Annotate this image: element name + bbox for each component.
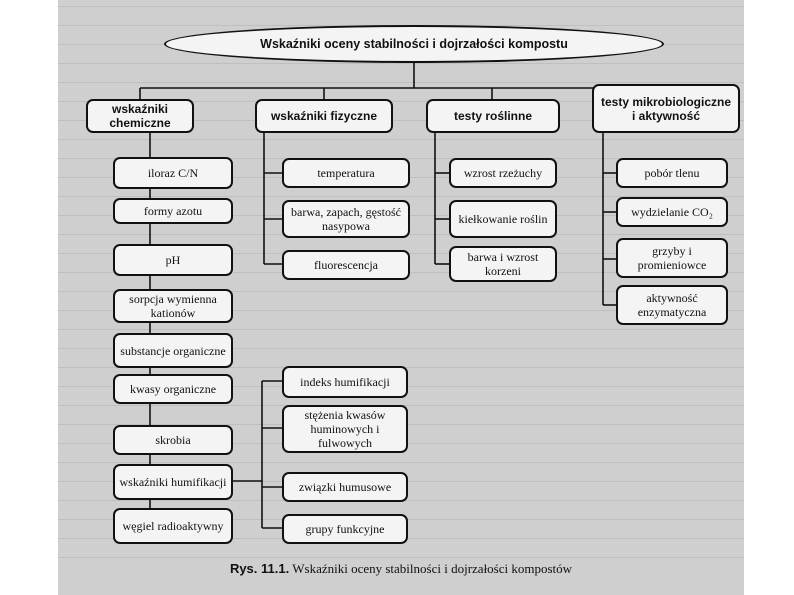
item-label: skrobia [155,433,191,447]
physical-item [282,158,410,188]
microbio-item [616,285,728,325]
chemical-item [113,508,233,544]
item-label: kiełkowanie roślin [458,212,548,226]
category-chemical-label: wskaźniki chemiczne [109,102,171,130]
physical-item [282,200,410,238]
item-label: grupy funkcyjne [305,522,385,536]
category-physical [255,99,393,133]
item-label: sorpcja wymienna kationów [129,292,217,320]
caption-text: Wskaźniki oceny stabilności i dojrzałości kompostów [292,561,573,576]
item-label: pobór tlenu [644,166,700,180]
microbio-item [616,238,728,278]
book-page [58,0,744,595]
figure-caption [58,561,744,577]
item-label: stężenia kwasów huminowych i fulwowych [304,408,386,450]
humification-subitem [282,472,408,502]
chemical-item [113,244,233,276]
chemical-item [113,374,233,404]
chemical-item [113,289,233,323]
humification-subitem [282,366,408,398]
item-label: substancje organiczne [120,343,226,358]
item-label: temperatura [317,166,375,180]
microbio-item [616,197,728,227]
item-label: barwa i wzrost korzeni [467,250,539,278]
item-label: kwasy organiczne [129,382,217,396]
humification-subitem [282,405,408,453]
plant-item [449,246,557,282]
category-plant [426,99,560,133]
category-plant-label: testy roślinne [453,109,533,123]
chemical-item [113,425,233,455]
item-label: grzyby i promieniowce [637,244,707,272]
category-chemical [86,99,194,133]
item-label: pH [165,253,181,267]
chemical-item [113,157,233,189]
item-label: wzrost rzeżuchy [463,166,543,180]
plant-item [449,200,557,238]
item-label: wskaźniki humifikacji [119,475,227,489]
category-microbio-label: testy mikrobiologiczne i aktywność [600,94,732,123]
diagram-title: Wskaźniki oceny stabilności i dojrzałości kompostu [164,25,664,63]
category-physical-label: wskaźniki fizyczne [270,109,378,123]
humification-subitem [282,514,408,544]
item-label: indeks humifikacji [300,375,390,389]
item-label: węgiel radioaktywny [122,519,224,533]
chemical-item [113,333,233,368]
chemical-item [113,464,233,500]
item-label: fluorescencja [314,258,378,272]
chemical-item [113,198,233,224]
item-label: formy azotu [143,204,203,218]
caption-label: Rys. 11.1. [229,561,290,576]
physical-item [282,250,410,280]
item-label: wydzielanie CO₂ [631,205,713,219]
microbio-item [616,158,728,188]
item-label: aktywność enzymatyczna [637,291,707,319]
category-microbio [592,84,740,133]
item-label: związki humusowe [298,480,392,494]
item-label: barwa, zapach, gęstość nasypowa [291,205,401,233]
plant-item [449,158,557,188]
item-label: iloraz C/N [147,166,199,180]
